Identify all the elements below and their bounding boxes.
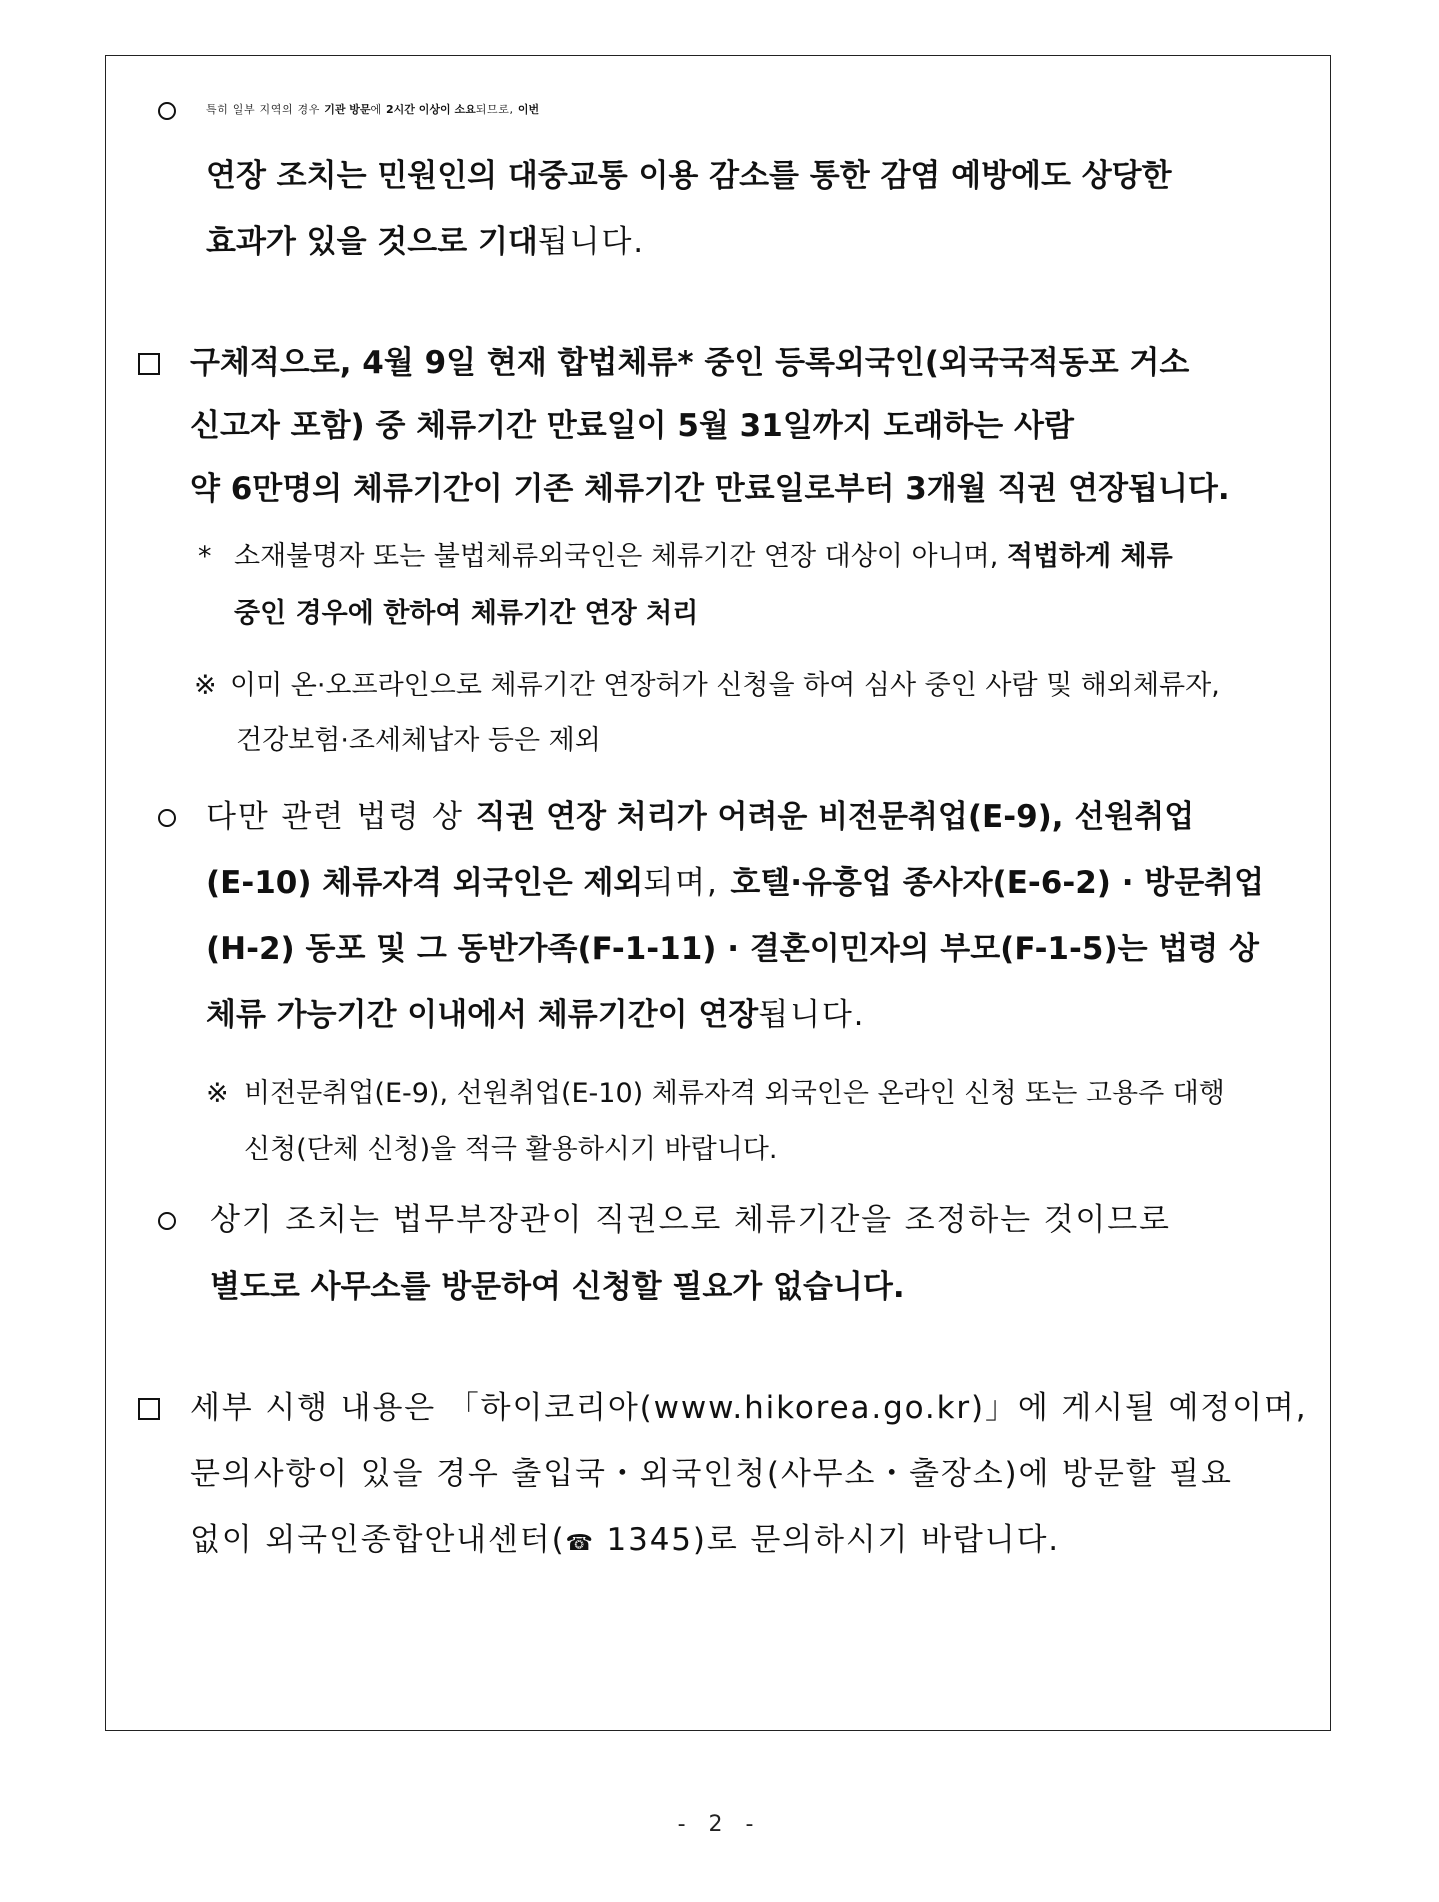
section1-line3 xyxy=(206,222,645,262)
phone-number: 1345 xyxy=(594,1522,693,1558)
circle-bullet-icon xyxy=(158,102,176,120)
text-run: 효과가 있을 것으로 기대 xyxy=(206,224,538,260)
text-run: 됩니다. xyxy=(537,224,645,260)
section5-line1 xyxy=(190,1388,1307,1428)
page-number: - 2 - xyxy=(677,1812,762,1837)
square-bullet-icon xyxy=(138,353,160,375)
reference-mark: ※ xyxy=(206,1078,229,1109)
section2-line2: 신고자 포함) 중 체류기간 만료일이 5월 31일까지 도래하는 사람 xyxy=(190,408,1074,444)
text-run: 호텔·유흥업 종사자(E-6-2) · 방문취업 xyxy=(730,865,1265,901)
text-run: 세부 시행 내용은 「하이코리아( xyxy=(190,1390,654,1426)
note-asterisk: * xyxy=(198,541,212,572)
section4-line1: 상기 조치는 법무부장관이 직권으로 체류기간을 조정하는 것이므로 xyxy=(210,1202,1171,1238)
section3-line4 xyxy=(206,995,865,1035)
text-run: (E-10) 체류자격 외국인은 제외 xyxy=(206,865,644,901)
section3-note-line1: 비전문취업(E-9), 선원취업(E-10) 체류자격 외국인은 온라인 신청 또는 고용주 대행 xyxy=(244,1078,1225,1109)
text-run: 되므로, xyxy=(475,103,518,116)
circle-bullet-icon xyxy=(158,809,176,827)
section4-line2: 별도로 사무소를 방문하여 신청할 필요가 없습니다. xyxy=(210,1269,905,1305)
section3-line1 xyxy=(206,797,1194,837)
text-run: )로 문의하시기 바랍니다. xyxy=(692,1522,1061,1558)
section2-line1: 구체적으로, 4월 9일 현재 합법체류* 중인 등록외국인(외국국적동포 거소 xyxy=(190,345,1190,381)
square-bullet-icon xyxy=(138,1398,160,1420)
text-run: )」에 게시될 예정이며, xyxy=(971,1390,1308,1426)
text-run: 기관 방문 xyxy=(324,103,371,116)
section5-line2: 문의사항이 있을 경우 출입국・외국인청(사무소・출장소)에 방문할 필요 xyxy=(190,1456,1233,1492)
section2-note1-line1 xyxy=(234,539,1173,575)
section2-line3: 약 6만명의 체류기간이 기존 체류기간 만료일로부터 3개월 직권 연장됩니다. xyxy=(190,471,1230,507)
text-run: 됩니다. xyxy=(758,997,866,1033)
phone-icon: ☎ xyxy=(565,1531,595,1556)
section2-note2-line2: 건강보험·조세체납자 등은 제외 xyxy=(236,725,601,756)
text-run: 다만 관련 법령 상 xyxy=(206,799,476,835)
text-run: 특히 일부 지역의 경우 xyxy=(206,103,325,116)
text-run: 되며, xyxy=(643,865,731,901)
section2-note2-line1: 이미 온·오프라인으로 체류기간 연장허가 신청을 하여 심사 중인 사람 및 해외체류자, xyxy=(230,670,1220,701)
section5-line3 xyxy=(190,1520,1060,1564)
circle-bullet-icon xyxy=(158,1212,176,1230)
text-run: 직권 연장 처리가 어려운 비전문취업(E-9), 선원취업 xyxy=(475,799,1195,835)
section3-line3: (H-2) 동포 및 그 동반가족(F-1-11) · 결혼이민자의 부모(F-1-5)는 법령 상 xyxy=(206,931,1259,967)
section1-line1 xyxy=(206,90,1416,130)
text-run: 체류 가능기간 이내에서 체류기간이 연장 xyxy=(206,997,759,1033)
reference-mark: ※ xyxy=(194,670,217,701)
text-run: 에 xyxy=(370,103,386,116)
text-run: 2시간 이상이 소요 xyxy=(386,103,476,116)
text-run: 이번 xyxy=(517,103,540,116)
section3-line2 xyxy=(206,863,1264,903)
text-run: 없이 외국인종합안내센터( xyxy=(190,1522,566,1558)
section2-note1-line2: 중인 경우에 한하여 체류기간 연장 처리 xyxy=(234,598,699,629)
section1-line2: 연장 조치는 민원인의 대중교통 이용 감소를 통한 감염 예방에도 상당한 xyxy=(206,158,1172,194)
document-frame xyxy=(105,55,1331,1731)
section3-note-line2: 신청(단체 신청)을 적극 활용하시기 바랍니다. xyxy=(244,1134,778,1165)
website-link[interactable]: www.hikorea.go.kr xyxy=(653,1390,972,1426)
text-run: 적법하게 체류 xyxy=(1006,541,1173,572)
text-run: 소재불명자 또는 불법체류외국인은 체류기간 연장 대상이 아니며, xyxy=(234,541,1007,572)
